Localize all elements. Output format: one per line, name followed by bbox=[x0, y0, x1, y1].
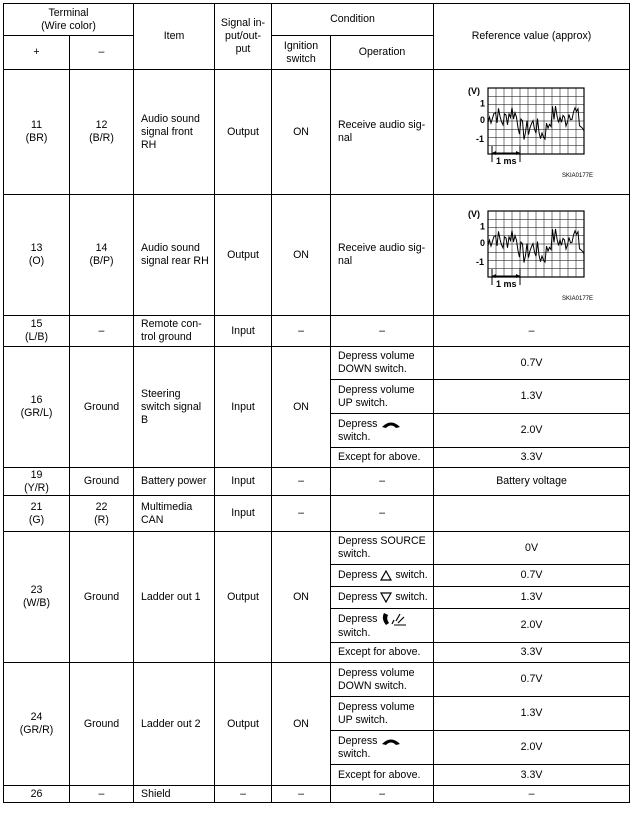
ignition-state: – bbox=[272, 468, 331, 496]
reference-value: 2.0V bbox=[434, 414, 630, 448]
header-ignition: Ignition switch bbox=[272, 36, 331, 70]
reference-waveform bbox=[434, 195, 630, 316]
terminal-plus: 15 (L/B) bbox=[4, 316, 70, 347]
reference-value: – bbox=[434, 786, 630, 803]
reference-value: 1.3V bbox=[434, 697, 630, 731]
terminal-minus: Ground bbox=[70, 532, 134, 663]
operation-cell: Receive audio sig- nal bbox=[331, 70, 434, 195]
header-item: Item bbox=[134, 4, 215, 70]
terminal-plus: 13 (O) bbox=[4, 195, 70, 316]
terminal-plus: 24 (GR/R) bbox=[4, 663, 70, 786]
item-name: Steering switch signal B bbox=[134, 347, 215, 468]
operation-text: Depress bbox=[338, 417, 378, 430]
figure-code: SKIA0177E bbox=[561, 173, 593, 179]
terminal-reference-table bbox=[3, 3, 630, 803]
operation-cell: Depress volume UP switch. bbox=[331, 380, 434, 414]
tick-1-label: 1 bbox=[479, 98, 485, 109]
operation-cell bbox=[331, 414, 434, 448]
table-row bbox=[4, 347, 630, 380]
ignition-state: ON bbox=[272, 532, 331, 663]
operation-cell: – bbox=[331, 496, 434, 532]
terminal-minus: Ground bbox=[70, 663, 134, 786]
audio-waveform-graph bbox=[467, 205, 597, 305]
reference-value: 2.0V bbox=[434, 731, 630, 765]
reference-value: 0.7V bbox=[434, 565, 630, 587]
reference-value: 3.3V bbox=[434, 643, 630, 663]
terminal-minus: Ground bbox=[70, 468, 134, 496]
item-name: Audio sound signal rear RH bbox=[134, 195, 215, 316]
operation-cell bbox=[331, 609, 434, 643]
item-name: Ladder out 1 bbox=[134, 532, 215, 663]
reference-value: 1.3V bbox=[434, 587, 630, 609]
ignition-state: ON bbox=[272, 347, 331, 468]
handset-icon bbox=[380, 736, 402, 746]
reference-value: 3.3V bbox=[434, 765, 630, 786]
header-terminal: Terminal (Wire color) bbox=[4, 4, 134, 36]
operation-cell: Except for above. bbox=[331, 765, 434, 786]
triangle-down-icon bbox=[380, 592, 392, 603]
ignition-state: ON bbox=[272, 70, 331, 195]
operation-cell: Except for above. bbox=[331, 643, 434, 663]
terminal-plus: 11 (BR) bbox=[4, 70, 70, 195]
figure-code: SKIA0177E bbox=[561, 296, 593, 302]
terminal-minus: 22 (R) bbox=[70, 496, 134, 532]
item-name: Multimedia CAN bbox=[134, 496, 215, 532]
operation-text-suffix: switch. bbox=[395, 591, 428, 603]
tick-1-label: 1 bbox=[479, 221, 485, 232]
operation-cell: Receive audio sig- nal bbox=[331, 195, 434, 316]
reference-value: 0.7V bbox=[434, 347, 630, 380]
audio-waveform-graph bbox=[467, 82, 597, 182]
table-row bbox=[4, 70, 630, 195]
operation-text: Depress bbox=[338, 734, 378, 747]
operation-text: Depress bbox=[338, 612, 378, 625]
table-row bbox=[4, 316, 630, 347]
table-row bbox=[4, 195, 630, 316]
ignition-state: – bbox=[272, 786, 331, 803]
signal-io: Input bbox=[215, 468, 272, 496]
ignition-state: ON bbox=[272, 663, 331, 786]
operation-text-suffix: switch. bbox=[338, 627, 371, 639]
header-signal: Signal in- put/out- put bbox=[215, 4, 272, 70]
item-name: Battery power bbox=[134, 468, 215, 496]
item-name: Remote con- trol ground bbox=[134, 316, 215, 347]
signal-io: Output bbox=[215, 663, 272, 786]
item-name: Shield bbox=[134, 786, 215, 803]
terminal-plus: 21 (G) bbox=[4, 496, 70, 532]
reference-value: 0.7V bbox=[434, 663, 630, 697]
terminal-minus: 14 (B/P) bbox=[70, 195, 134, 316]
header-minus: – bbox=[70, 36, 134, 70]
reference-value: – bbox=[434, 316, 630, 347]
reference-value: Battery voltage bbox=[434, 468, 630, 496]
terminal-minus: 12 (B/R) bbox=[70, 70, 134, 195]
operation-text: Depress bbox=[338, 591, 378, 603]
operation-text-suffix: switch. bbox=[395, 569, 428, 581]
header-plus: + bbox=[4, 36, 70, 70]
terminal-plus: 26 bbox=[4, 786, 70, 803]
phone-voice-icon bbox=[380, 611, 408, 627]
terminal-minus: Ground bbox=[70, 347, 134, 468]
operation-cell bbox=[331, 565, 434, 587]
time-scale-label: 1 ms bbox=[495, 156, 517, 166]
axis-v-label: (V) bbox=[467, 86, 480, 96]
operation-cell: Except for above. bbox=[331, 448, 434, 468]
item-name: Audio sound signal front RH bbox=[134, 70, 215, 195]
tick-m1-label: -1 bbox=[475, 257, 484, 268]
handset-icon bbox=[380, 419, 402, 429]
signal-io: Input bbox=[215, 496, 272, 532]
terminal-minus: – bbox=[70, 316, 134, 347]
time-scale-label: 1 ms bbox=[495, 279, 517, 289]
operation-cell: Depress SOURCE switch. bbox=[331, 532, 434, 565]
operation-cell: – bbox=[331, 468, 434, 496]
header-reference: Reference value (approx) bbox=[434, 4, 630, 70]
reference-value: 3.3V bbox=[434, 448, 630, 468]
terminal-plus: 16 (GR/L) bbox=[4, 347, 70, 468]
axis-v-label: (V) bbox=[467, 209, 480, 219]
item-name: Ladder out 2 bbox=[134, 663, 215, 786]
tick-0-label: 0 bbox=[479, 238, 485, 249]
operation-cell bbox=[331, 587, 434, 609]
operation-cell: – bbox=[331, 786, 434, 803]
table-row bbox=[4, 663, 630, 697]
signal-io: Output bbox=[215, 195, 272, 316]
signal-io: Output bbox=[215, 70, 272, 195]
signal-io: – bbox=[215, 786, 272, 803]
table-row bbox=[4, 532, 630, 565]
reference-value: 2.0V bbox=[434, 609, 630, 643]
reference-value: 0V bbox=[434, 532, 630, 565]
operation-cell: Depress volume UP switch. bbox=[331, 697, 434, 731]
operation-cell: Depress volume DOWN switch. bbox=[331, 663, 434, 697]
operation-cell bbox=[331, 731, 434, 765]
header-condition: Condition bbox=[272, 4, 434, 36]
operation-cell: – bbox=[331, 316, 434, 347]
ignition-state: – bbox=[272, 316, 331, 347]
triangle-up-icon bbox=[380, 570, 392, 581]
signal-io: Input bbox=[215, 316, 272, 347]
terminal-plus: 23 (W/B) bbox=[4, 532, 70, 663]
operation-text-suffix: switch. bbox=[338, 747, 371, 760]
signal-io: Input bbox=[215, 347, 272, 468]
tick-m1-label: -1 bbox=[475, 134, 484, 145]
ignition-state: ON bbox=[272, 195, 331, 316]
table-row bbox=[4, 496, 630, 532]
tick-0-label: 0 bbox=[479, 115, 485, 126]
operation-text-suffix: switch. bbox=[338, 430, 371, 443]
reference-value bbox=[434, 496, 630, 532]
table-row bbox=[4, 786, 630, 803]
signal-io: Output bbox=[215, 532, 272, 663]
reference-value: 1.3V bbox=[434, 380, 630, 414]
terminal-minus: – bbox=[70, 786, 134, 803]
table-row bbox=[4, 468, 630, 496]
ignition-state: – bbox=[272, 496, 331, 532]
reference-waveform bbox=[434, 70, 630, 195]
operation-cell: Depress volume DOWN switch. bbox=[331, 347, 434, 380]
header-operation: Operation bbox=[331, 36, 434, 70]
terminal-plus: 19 (Y/R) bbox=[4, 468, 70, 496]
operation-text: Depress bbox=[338, 569, 378, 581]
